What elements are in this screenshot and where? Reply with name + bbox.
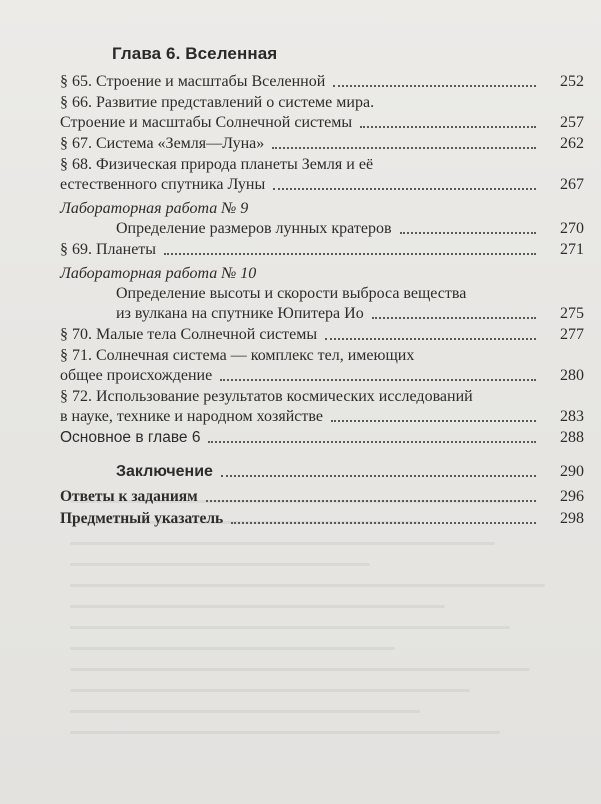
entry-title-line: Строение и масштабы Солнечной системы [60, 114, 353, 131]
lab-title-line: Определение высоты и скорости выброса вещества [116, 285, 467, 302]
dot-leader [206, 500, 536, 502]
page-number: 262 [560, 135, 584, 152]
entry-title-line: общее происхождение [60, 367, 213, 384]
dot-leader [208, 441, 536, 443]
dot-leader [372, 317, 536, 319]
toc-entry-72 [60, 387, 584, 427]
chapter-heading: Глава 6. Вселенная [112, 44, 278, 63]
dot-leader [325, 338, 536, 340]
dot-leader [400, 232, 536, 234]
page-number: 296 [560, 488, 584, 505]
toc-entry-lab-9 [60, 199, 584, 239]
toc-entry-65 [60, 72, 584, 92]
dot-leader [272, 147, 536, 149]
page-number: 277 [560, 326, 584, 343]
toc-entry-69 [60, 240, 584, 260]
lab-label: Лабораторная работа № 9 [60, 200, 249, 217]
page-number: 298 [560, 510, 584, 527]
entry-title: § 67. Система «Земля—Луна» [60, 135, 265, 152]
page-number: 271 [560, 241, 584, 258]
dot-leader [221, 475, 536, 477]
toc-entry-lab-10 [60, 264, 584, 324]
lab-title-line: из вулкана на спутнике Юпитера Ио [116, 305, 364, 322]
dot-leader [164, 253, 536, 255]
entry-title: Предметный указатель [60, 510, 224, 527]
entry-title: Заключение [116, 463, 213, 480]
dot-leader [333, 85, 536, 87]
entry-title: Основное в главе 6 [60, 429, 201, 446]
toc-entry-index [60, 508, 584, 529]
entry-title-line: § 72. Использование результатов космических исследований [60, 388, 473, 405]
lab-title: Определение размеров лунных кратеров [116, 220, 392, 237]
dot-leader [360, 126, 536, 128]
toc-entry-67 [60, 134, 584, 154]
toc-entry-71 [60, 346, 584, 386]
page-number: 270 [560, 220, 584, 237]
bleed-through-text [70, 500, 570, 780]
entry-title-line: § 66. Развитие представлений о системе мира. [60, 94, 375, 111]
entry-title-line: естественного спутника Луны [60, 176, 266, 193]
dot-leader [231, 522, 536, 524]
entry-title-line: § 71. Солнечная система — комплекс тел, имеющих [60, 347, 415, 364]
page-number: 252 [560, 73, 584, 90]
toc-entry-conclusion [60, 462, 584, 482]
toc-entry-answers [60, 486, 584, 507]
dot-leader [331, 420, 536, 422]
toc-entry-66 [60, 93, 584, 133]
lab-label: Лабораторная работа № 10 [60, 265, 257, 282]
page-number: 267 [560, 176, 584, 193]
dot-leader [220, 379, 536, 381]
entry-title: § 70. Малые тела Солнечной системы [60, 326, 318, 343]
page-number: 257 [560, 114, 584, 131]
table-of-contents [60, 44, 584, 530]
dot-leader [273, 188, 536, 190]
page-number: 290 [560, 463, 584, 480]
page-number: 275 [560, 305, 584, 322]
entry-title: § 65. Строение и масштабы Вселенной [60, 73, 326, 90]
page-number: 288 [560, 429, 584, 446]
page-number: 283 [560, 408, 584, 425]
toc-entry-68 [60, 155, 584, 195]
entry-title: Ответы к заданиям [60, 488, 198, 505]
toc-entry-70 [60, 325, 584, 345]
entry-title: § 69. Планеты [60, 241, 157, 258]
toc-entry-summary [60, 428, 584, 448]
entry-title-line: в науке, технике и народном хозяйстве [60, 408, 323, 425]
page-number: 280 [560, 367, 584, 384]
entry-title-line: § 68. Физическая природа планеты Земля и её [60, 156, 374, 173]
